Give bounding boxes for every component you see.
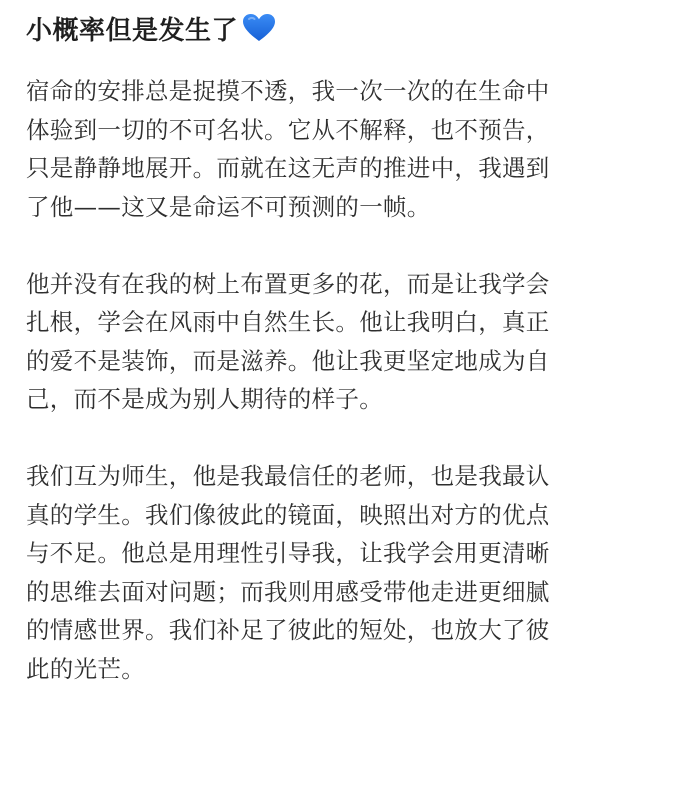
blue-heart-icon <box>242 13 276 43</box>
title-row <box>26 6 676 50</box>
paragraph: 我们互为师生，他是我最信任的老师，也是我最认 真的学生。我们像彼此的镜面，映照出对方的优点 与不足。他总是用理性引导我，让我学会用更清晰 的思维去面对问题；而我则用感受带他走进更细腻 的情感世界。我们补足了彼此的短处，也放大了彼 此的光芒。 <box>26 462 550 683</box>
paragraph: 他并没有在我的树上布置更多的花，而是让我学会 扎根，学会在风雨中自然生长。他让我明白，真正 的爱不是装饰，而是滋养。他让我更坚定地成为自 己，而不是成为别人期待的样子。 <box>26 269 550 413</box>
post <box>26 6 676 688</box>
post-title: 小概率但是发生了 <box>26 15 239 46</box>
paragraph: 宿命的安排总是捉摸不透，我一次一次的在生命中 体验到一切的不可名状。它从不解释，也不预告， 只是静静地展开。而就在这无声的推进中，我遇到 了他——这又是命运不可预测的一帧。 <box>26 77 550 221</box>
post-body <box>26 72 676 688</box>
